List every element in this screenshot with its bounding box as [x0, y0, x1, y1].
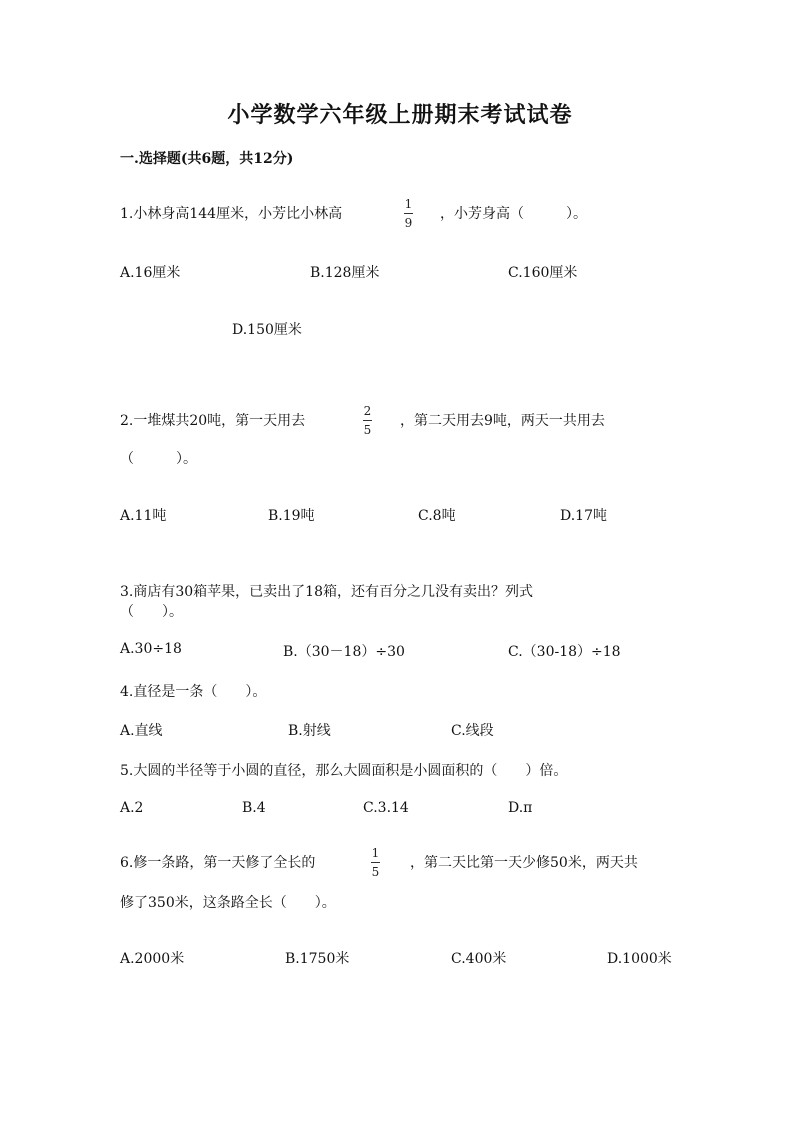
q1-option-b[interactable]: B.128厘米: [310, 265, 380, 281]
question-4-text: 4.直径是一条（ ）。: [120, 684, 267, 700]
question-2-line-2: （ ）。: [120, 451, 197, 467]
q5-option-c[interactable]: C.3.14: [363, 800, 409, 816]
question-2-text: 2.一堆煤共20吨，第一天用去: [120, 413, 306, 429]
q2-option-d[interactable]: D.17吨: [560, 508, 607, 524]
q3-option-c[interactable]: C.（30-18）÷18: [508, 644, 621, 660]
fraction-bar: [371, 862, 380, 863]
q3-option-b[interactable]: B.（30－18）÷30: [283, 644, 405, 660]
q5-option-b[interactable]: B.4: [242, 800, 266, 816]
question-6-text: 6.修一条路，第一天修了全长的: [120, 855, 316, 871]
fraction-numerator: 1: [371, 846, 380, 860]
question-1-text-end: ，小芳身高（ ）。: [440, 206, 587, 222]
q1-option-a[interactable]: A.16厘米: [120, 265, 181, 281]
question-1-text: 1.小林身高144厘米，小芳比小林高: [120, 206, 343, 222]
q2-option-a[interactable]: A.11吨: [120, 508, 167, 524]
fraction-bar: [404, 213, 413, 214]
question-6-line-2: 修了350米，这条路全长（ ）。: [120, 895, 336, 911]
q5-option-a[interactable]: A.2: [120, 800, 144, 816]
fraction-denominator: 5: [371, 865, 380, 879]
q6-option-d[interactable]: D.1000米: [607, 951, 672, 967]
q6-option-c[interactable]: C.400米: [451, 951, 507, 967]
question-2-fraction: [363, 404, 372, 437]
q1-option-d[interactable]: D.150厘米: [232, 322, 302, 338]
fraction-numerator: 1: [404, 197, 413, 211]
question-3-text: 3.商店有30箱苹果，已卖出了18箱，还有百分之几没有卖出？列式: [120, 584, 533, 600]
question-6-fraction: [371, 846, 380, 879]
q1-option-c[interactable]: C.160厘米: [508, 265, 578, 281]
q2-option-b[interactable]: B.19吨: [268, 508, 315, 524]
q4-option-b[interactable]: B.射线: [288, 723, 331, 739]
fraction-numerator: 2: [363, 404, 372, 418]
question-5-text: 5.大圆的半径等于小圆的直径，那么大圆面积是小圆面积的（ ）倍。: [120, 763, 568, 779]
q4-option-a[interactable]: A.直线: [120, 723, 163, 739]
question-6-text-end: ，第二天比第一天少修50米，两天共: [410, 855, 638, 871]
q4-option-c[interactable]: C.线段: [451, 723, 494, 739]
question-1-fraction: [404, 197, 413, 230]
fraction-denominator: 5: [363, 423, 372, 437]
page-title: 小学数学六年级上册期末考试试卷: [227, 102, 573, 128]
q5-option-d[interactable]: D.π: [508, 800, 533, 816]
q6-option-b[interactable]: B.1750米: [285, 951, 350, 967]
question-2-text-end: ，第二天用去9吨，两天一共用去: [400, 413, 605, 429]
q3-option-a[interactable]: A.30÷18: [120, 641, 182, 657]
question-3-line-2: （ ）。: [120, 604, 183, 620]
q2-option-c[interactable]: C.8吨: [418, 508, 456, 524]
q6-option-a[interactable]: A.2000米: [120, 951, 185, 967]
section-heading: 一.选择题(共6题，共12分): [120, 151, 294, 167]
fraction-denominator: 9: [404, 216, 413, 230]
fraction-bar: [363, 420, 372, 421]
